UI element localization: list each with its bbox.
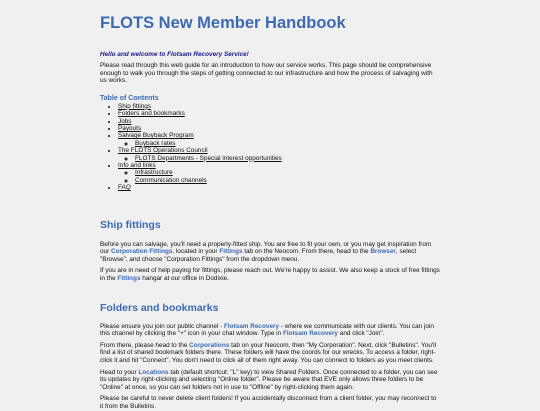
text-segment: Before you can salvage, you'll need a properly-fitted ship. You are free to fit your own, or you may get inspiration from our: [100, 240, 432, 256]
toc-sublist: [118, 140, 440, 147]
text-segment: , located in your: [172, 248, 220, 256]
toc-sublink[interactable]: Buyback rates: [135, 139, 176, 147]
toc-link[interactable]: Folders and bookmarks: [118, 110, 185, 118]
toc-sublink[interactable]: Infrastructure: [135, 169, 173, 177]
toc-link[interactable]: Payouts: [118, 125, 142, 132]
toc-link[interactable]: FAQ: [118, 184, 131, 192]
text-segment: Please be careful to never delete client folders! If you accidentally disconnect from a client folder, you may reconnect to it from the Bulletins.: [100, 395, 437, 410]
intro-paragraph: Please read through this web guide for an introduction to how our service works. This page should be comprehensive enough to walk you through the steps of getting connected to our infrastructure and how the process of salvaging with us works.: [100, 62, 433, 85]
toc-sublink[interactable]: FLOTS Departments - Special interest opportunities: [135, 154, 282, 162]
fittings-highlight: Fittings: [219, 248, 243, 256]
text-segment: , select "Browse", and choose "Corporation Fittings" from the dropdown menu.: [100, 248, 417, 263]
text-segment: - where we communicate with our clients. You can join this channel by clicking the "+" icon in your chat window. Type in: [100, 322, 434, 338]
text-segment: tab on your Neocom, then "My Corporation". Next, click "Bulletins". You'll find a list of shared bookmark folders there. These folders will have the coords for our wrecks. To access a folder, right-click it and hit "Connect". You don't need to click all of them right away. You can connect to folders as you meet clients.: [100, 341, 437, 364]
folders-heading: Folders and bookmarks: [100, 301, 219, 314]
toc-sublink[interactable]: Communication channels: [135, 176, 207, 184]
text-segment: If you are in need of help paying for fittings, please reach out. We're happy to assist. We also keep a stock of free fittings in the: [100, 267, 440, 283]
folders-paragraph-1: [100, 323, 440, 338]
ship-fittings-paragraph-1: [100, 241, 440, 264]
browser-highlight: Browser: [370, 248, 396, 256]
table-of-contents: [100, 103, 440, 192]
toc-item: [118, 118, 440, 125]
toc-link[interactable]: Jobs: [118, 117, 132, 125]
toc-item: [118, 147, 440, 162]
folders-paragraph-2: [100, 342, 440, 365]
text-segment: Please ensure you join our public channel -: [100, 322, 224, 330]
text-segment: Head to your: [100, 368, 139, 376]
folders-paragraph-3: [100, 369, 440, 392]
welcome-text: Hello and welcome to Flotsam Recovery Service!: [100, 51, 249, 58]
toc-heading: Table of Contents: [100, 94, 159, 102]
toc-link[interactable]: Ship fittings: [118, 102, 152, 110]
toc-subitem: [135, 155, 440, 162]
toc-link[interactable]: Info and links: [118, 162, 156, 170]
text-segment: and click "Join".: [338, 330, 385, 338]
flotsam-recovery-highlight: Flotsam Recovery: [282, 330, 338, 338]
toc-sublist: [118, 155, 440, 162]
toc-item: [118, 110, 440, 117]
toc-subitem: [135, 140, 440, 147]
text-segment: From there, please head to the: [100, 341, 190, 349]
locations-highlight: Locations: [138, 368, 169, 376]
toc-subitem: [135, 169, 440, 176]
flotsam-recovery-highlight: Flotsam Recovery: [223, 322, 280, 330]
folders-paragraph-4: [100, 395, 440, 410]
fittings-hangar-highlight: Fittings: [117, 275, 141, 283]
toc-subitem: [135, 177, 440, 184]
toc-item: [118, 125, 440, 132]
toc-item: [118, 184, 440, 191]
page-title: FLOTS New Member Handbook: [100, 14, 346, 32]
toc-link[interactable]: The FLOTS Operations Council: [118, 147, 208, 155]
toc-item: [118, 132, 440, 147]
toc-item: [118, 103, 440, 110]
ship-fittings-paragraph-2: [100, 267, 440, 282]
toc-item: [118, 162, 440, 184]
toc-link[interactable]: Salvage Buyback Program: [118, 132, 194, 140]
text-segment: tab (default shortcut: "L" key) to view Shared Folders. Once connected to a folder, you can see its updates by right-clicking and selecting "Online folder". Please be aware that EVE only allows three folders to be "Online" at once, so you can set folders not in use to "Offline" by right-clicking them again.: [100, 368, 438, 391]
text-segment: hangar at our office in Dodixie.: [140, 275, 229, 283]
corporation-fittings-highlight: Corporation Fittings: [111, 248, 173, 256]
toc-sublist: [118, 169, 440, 184]
text-segment: tab on the Neocom. From there, head to the: [242, 248, 371, 256]
corporations-highlight: Corporations: [189, 341, 230, 349]
ship-fittings-heading: Ship fittings: [100, 218, 161, 231]
